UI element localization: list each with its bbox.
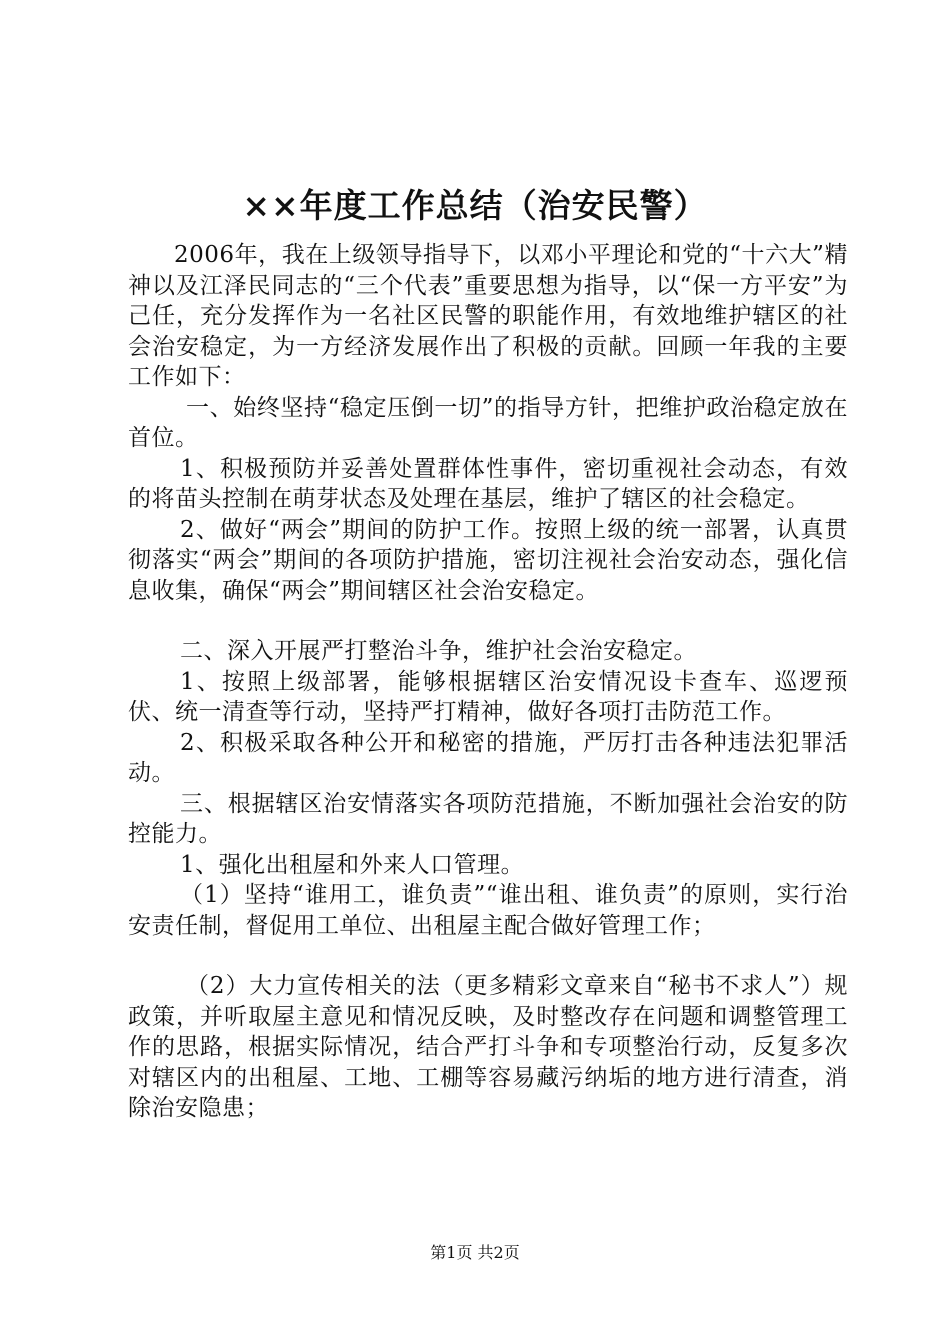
document-body — [128, 240, 848, 1124]
paragraph-item: 1、积极预防并妥善处置群体性事件，密切重视社会动态，有效的将苗头控制在萌芽状态及处理在基层，维护了辖区的社会稳定。 — [128, 455, 848, 512]
paragraph-intro: 2006年，我在上级领导指导下，以邓小平理论和党的“十六大”精神以及江泽民同志的“三个代表”重要思想为指导，以“保一方平安”为己任，充分发挥作为一名社区民警的职能作用，有效地维护辖区的社会治安稳定，为一方经济发展作出了积极的贡献。回顾一年我的主要工作如下： — [128, 242, 848, 390]
paragraph-subitem: （1）坚持“谁用工，谁负责”“谁出租、谁负责”的原则，实行治安责任制，督促用工单位、出租屋主配合做好管理工作； — [128, 882, 848, 939]
paragraph-subitem: （2）大力宣传相关的法（更多精彩文章来自“秘书不求人”）规政策，并听取屋主意见和情况反映，及时整改存在问题和调整管理工作的思路，根据实际情况，结合严打斗争和专项整治行动，反复多次对辖区内的出租屋、工地、工棚等容易藏污纳垢的地方进行清查，消除治安隐患； — [128, 973, 848, 1121]
section-heading-1: 一、始终坚持“稳定压倒一切”的指导方针，把维护政治稳定放在首位。 — [128, 394, 848, 451]
paragraph-item: 1、按照上级部署，能够根据辖区治安情况设卡查车、巡逻预伏、统一清查等行动，坚持严打精神，做好各项打击防范工作。 — [128, 668, 848, 725]
section-heading-3: 三、根据辖区治安情落实各项防范措施，不断加强社会治安的防控能力。 — [128, 790, 848, 847]
page-footer: 第1页 共2页 — [430, 1243, 520, 1262]
paragraph-item: 2、积极采取各种公开和秘密的措施，严厉打击各种违法犯罪活动。 — [128, 729, 848, 786]
paragraph-item: 2、做好“两会”期间的防护工作。按照上级的统一部署，认真贯彻落实“两会”期间的各项防护措施，密切注视社会治安动态，强化信息收集，确保“两会”期间辖区社会治安稳定。 — [128, 516, 848, 604]
paragraph-item: 1、强化出租屋和外来人口管理。 — [180, 851, 525, 878]
section-heading-2: 二、深入开展严打整治斗争，维护社会治安稳定。 — [180, 638, 697, 664]
document-title: ××年度工作总结（治安民警） — [242, 186, 708, 225]
